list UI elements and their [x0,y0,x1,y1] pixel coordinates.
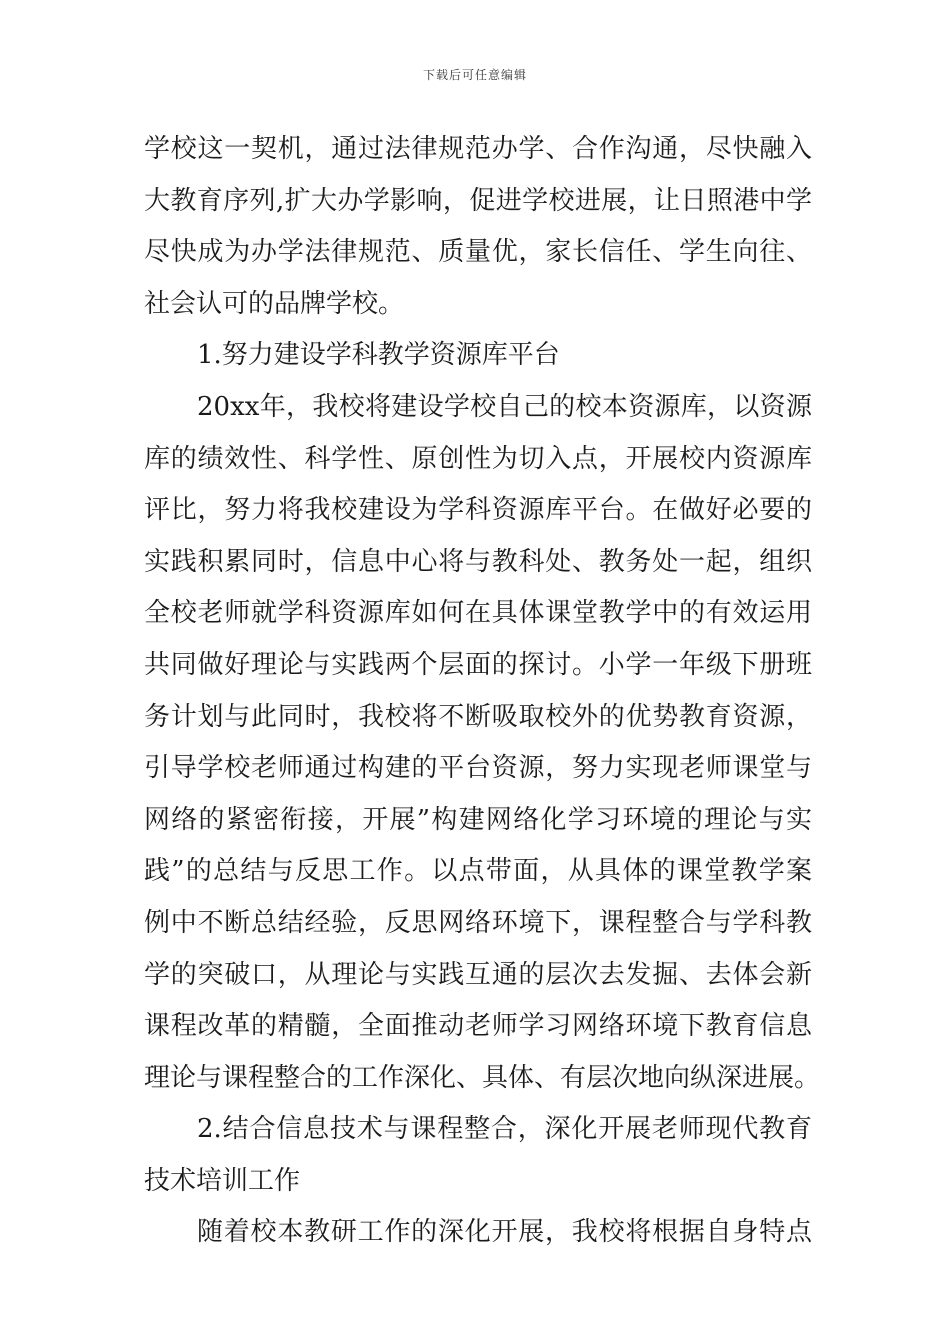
section-heading-1: 1.努力建设学科教学资源库平台 [197,340,560,371]
text-line: 课程改革的精髓，全面推动老师学习网络环境下教育信息 [144,1011,812,1042]
text-line: 库的绩效性、科学性、原创性为切入点，开展校内资源库 [144,443,812,474]
text-line: 引导学校老师通过构建的平台资源，努力实现老师课堂与 [144,753,812,784]
text-line: 学的突破口，从理论与实践互通的层次去发掘、去体会新 [144,959,812,990]
text-line: 尽快成为办学法律规范、质量优，家长信任、学生向往、 [144,237,812,268]
text-line: 例中不断总结经验，反思网络环境下，课程整合与学科教 [144,907,812,938]
text-line: 理论与课程整合的工作深化、具体、有层次地向纵深进展。 [144,1062,821,1093]
document-body [144,124,821,1259]
text-line: 践”的总结与反思工作。以点带面，从具体的课堂教学案 [144,856,812,887]
text-line: 网络的紧密衔接，开展”构建网络化学习环境的理论与实 [144,804,812,835]
text-line: 大教育序列,扩大办学影响，促进学校进展，让日照港中学 [144,185,812,216]
text-line: 随着校本教研工作的深化开展，我校将根据自身特点 [197,1217,812,1248]
text-line: 社会认可的品牌学校。 [144,288,405,319]
text-line: 学校这一契机，通过法律规范办学、合作沟通，尽快融入 [144,134,812,164]
text-line: 共同做好理论与实践两个层面的探讨。小学一年级下册班 [144,649,812,680]
section-heading-2-continued: 技术培训工作 [144,1165,301,1196]
text-line: 20xx年，我校将建设学校自己的校本资源库，以资源 [197,391,812,422]
text-line: 评比，努力将我校建设为学科资源库平台。在做好必要的 [144,495,812,526]
text-line: 务计划与此同时，我校将不断吸取校外的优势教育资源， [144,701,812,732]
header-note: 下载后可任意编辑 [422,68,527,82]
section-heading-2: 2.结合信息技术与课程整合，深化开展老师现代教育 [197,1114,812,1145]
text-line: 全校老师就学科资源库如何在具体课堂教学中的有效运用 [144,598,812,629]
text-line: 实践积累同时，信息中心将与教科处、教务处一起，组织 [144,546,812,577]
